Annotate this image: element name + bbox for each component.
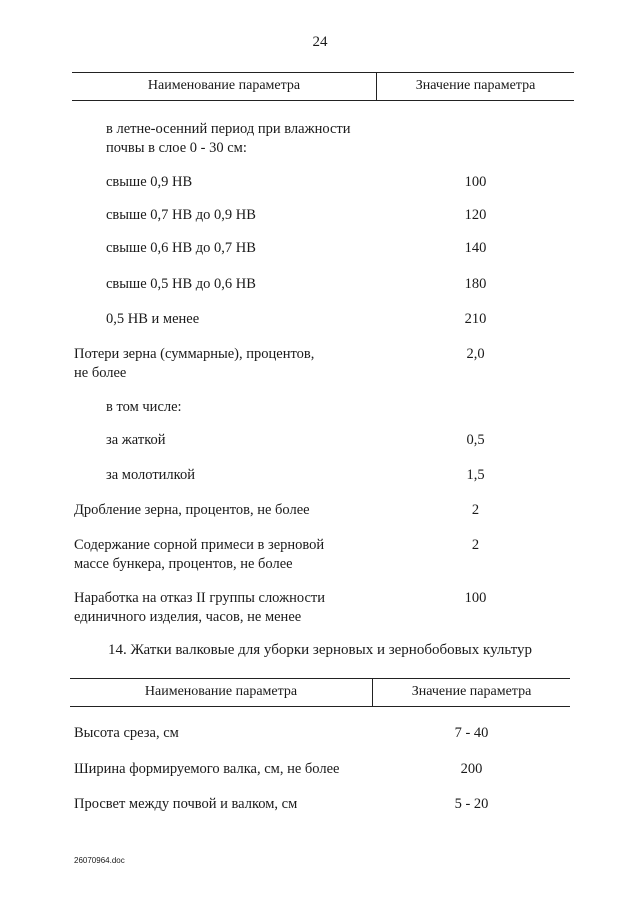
table-row-name-line: почвы в слое 0 - 30 см: — [106, 140, 247, 156]
table-row-name — [106, 466, 195, 485]
table-row-name — [106, 398, 182, 417]
table-row-value: 200 — [460, 761, 483, 777]
table1-header-value: Значение параметра — [415, 78, 536, 93]
table-row-name-line: свыше 0,9 НВ — [106, 174, 193, 190]
table-row-name — [106, 310, 199, 329]
footer-filename: 26070964.doc — [74, 856, 125, 865]
table-row-name-line: массе бункера, процентов, не более — [74, 556, 293, 572]
table-row-name-line: Высота среза, см — [74, 725, 179, 741]
table-row-name-line: Просвет между почвой и валком, см — [74, 796, 298, 812]
table-row-name-line: свыше 0,5 НВ до 0,6 НВ — [106, 276, 256, 292]
table-row-name — [106, 206, 256, 225]
table-row-name — [74, 345, 314, 383]
table-row-value: 100 — [464, 590, 487, 606]
table-row-name — [74, 724, 179, 743]
table-row-name-line: Дробление зерна, процентов, не более — [74, 502, 310, 518]
table-row-name-line: Ширина формируемого валка, см, не более — [74, 761, 340, 777]
table2-header-bottom-border — [70, 706, 570, 707]
table-row-name-line: Потери зерна (суммарные), процентов, — [74, 346, 315, 362]
table2-header-name: Наименование параметра — [144, 684, 298, 699]
table-row-name — [106, 275, 256, 294]
table-row-name-line: 0,5 НВ и менее — [106, 311, 200, 327]
table-row-name — [74, 589, 325, 627]
table-row-name-line: не более — [74, 365, 127, 381]
table-row-value: 7 - 40 — [454, 725, 489, 741]
table-row-name-line: свыше 0,6 НВ до 0,7 НВ — [106, 240, 256, 256]
table-row-value: 2,0 — [466, 346, 485, 362]
table-row-name-line: единичного изделия, часов, не менее — [74, 609, 302, 625]
table-row-name — [74, 760, 339, 779]
table1-header-name: Наименование параметра — [147, 78, 301, 93]
table1-header-bottom-border — [72, 100, 574, 101]
table-row-value: 120 — [464, 207, 487, 223]
table-row-name — [74, 795, 297, 814]
table-row-value: 140 — [464, 240, 487, 256]
table-row-value: 100 — [464, 174, 487, 190]
table-row-name-line: за молотилкой — [106, 467, 195, 483]
table-row-name-line: за жаткой — [106, 432, 166, 448]
table-row-name — [106, 120, 351, 158]
section-title: 14. Жатки валковые для уборки зерновых и зернобобовых культур — [107, 642, 533, 658]
table-row-value: 180 — [464, 276, 487, 292]
table-row-value: 1,5 — [466, 467, 485, 483]
table-row-name-line: Наработка на отказ II группы сложности — [74, 590, 325, 606]
table-row-name-line: свыше 0,7 НВ до 0,9 НВ — [106, 207, 256, 223]
table2-header-value: Значение параметра — [411, 684, 532, 699]
table-row-value: 5 - 20 — [454, 796, 489, 812]
table-row-name — [106, 173, 192, 192]
table-row-value: 210 — [464, 311, 487, 327]
table-row-name — [74, 536, 324, 574]
table1-top-border — [72, 72, 574, 73]
table-row-name-line: Содержание сорной примеси в зерновой — [74, 537, 325, 553]
table2-top-border — [70, 678, 570, 679]
table-row-name-line: в летне-осенний период при влажности — [106, 121, 351, 137]
table-row-name — [106, 431, 166, 450]
table-row-value: 2 — [471, 537, 480, 553]
table-row-name — [106, 239, 256, 258]
page-number: 24 — [312, 34, 328, 50]
table-row-value: 2 — [471, 502, 480, 518]
table-row-name — [74, 501, 310, 520]
table-row-name-line: в том числе: — [106, 399, 182, 415]
table-row-value: 0,5 — [466, 432, 485, 448]
